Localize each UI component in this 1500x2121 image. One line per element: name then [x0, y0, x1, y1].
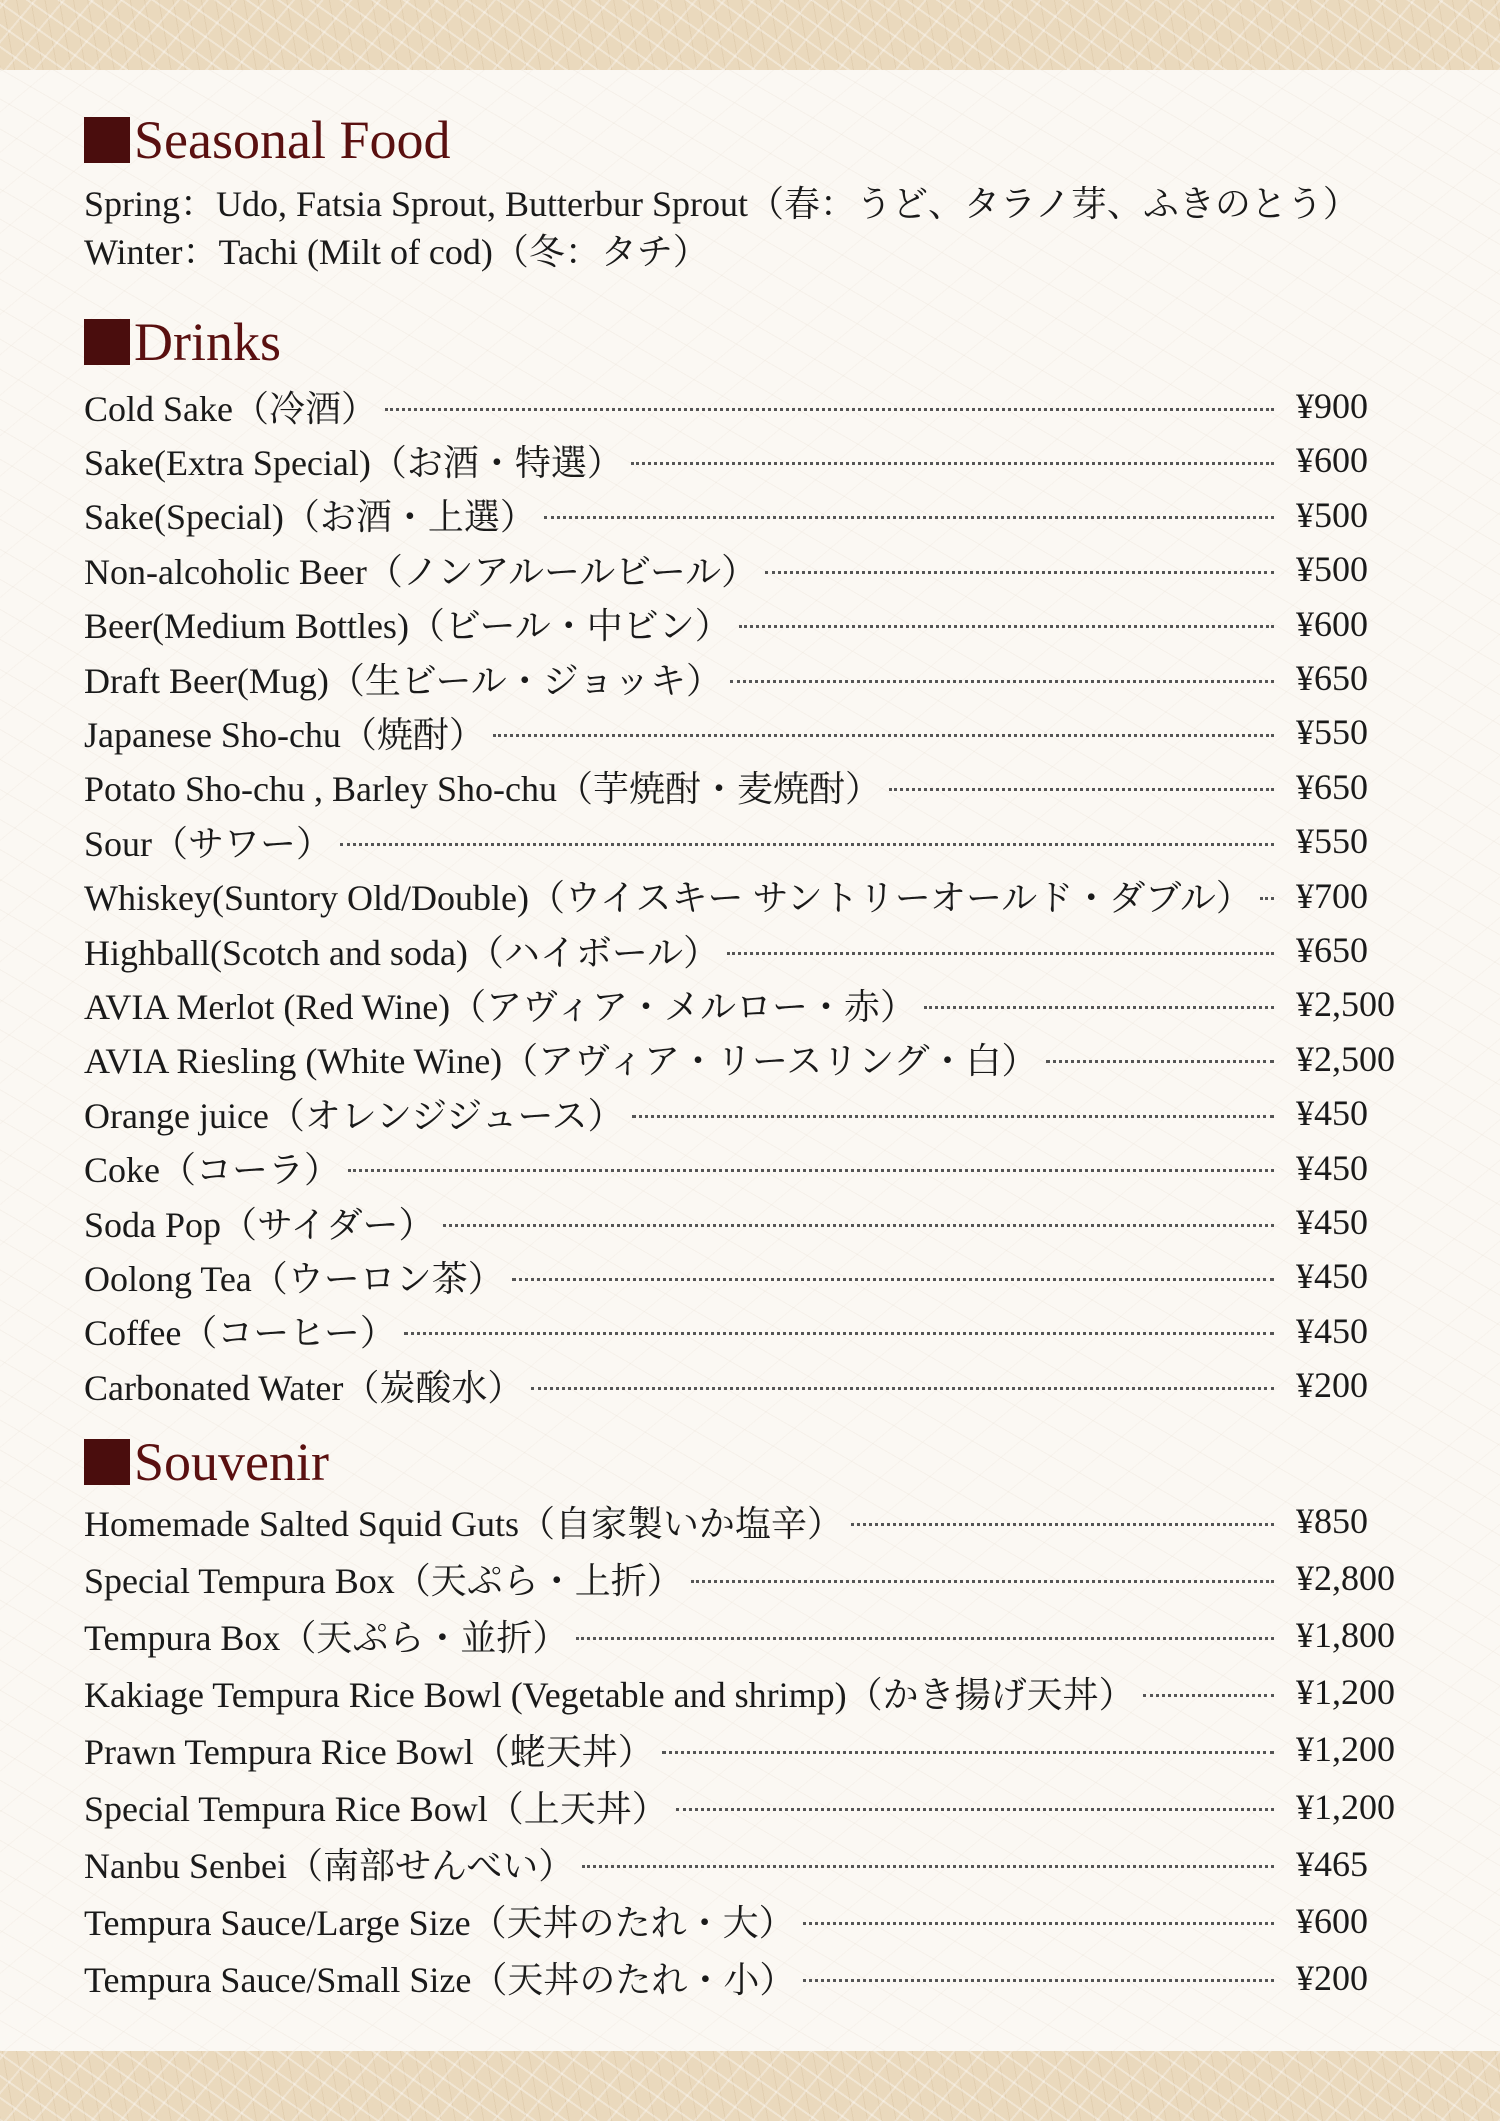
dot-leader	[1143, 1694, 1274, 1697]
menu-item-name: Tempura Box（天ぷら・並折）	[84, 1617, 569, 1658]
menu-item-name: Sake(Special)（お酒・上選）	[84, 497, 536, 538]
menu-item-row	[84, 652, 1424, 704]
menu-item-price: ¥850	[1296, 1501, 1368, 1541]
menu-item-row	[84, 489, 1424, 541]
dot-leader	[1046, 1060, 1275, 1063]
seasonal-food-heading-text: Seasonal Food	[134, 110, 451, 170]
dot-leader	[730, 680, 1274, 683]
menu-item-name: AVIA Merlot (Red Wine)（アヴィア・メルロー・赤）	[84, 986, 917, 1027]
menu-item-name: Coke（コーラ）	[84, 1150, 340, 1191]
menu-item-name: Orange juice（オレンジジュース）	[84, 1095, 624, 1136]
menu-item-name: Prawn Tempura Rice Bowl（蛯天丼）	[84, 1731, 654, 1772]
menu-item-price: ¥200	[1296, 1957, 1368, 1998]
seasonal-winter-line: Winter：Tachi (Milt of cod)（冬：タチ）	[84, 232, 709, 272]
menu-item-price: ¥450	[1296, 1202, 1368, 1242]
menu-item-name: Non-alcoholic Beer（ノンアルールビール）	[84, 551, 758, 592]
menu-item-name: AVIA Riesling (White Wine)（アヴィア・リースリング・白）	[84, 1041, 1038, 1082]
menu-item-row	[84, 978, 1424, 1030]
menu-item-price: ¥900	[1296, 386, 1368, 426]
dot-leader	[851, 1523, 1274, 1526]
menu-item-row	[84, 598, 1424, 650]
menu-item-row	[84, 1838, 1424, 1890]
menu-item-name: Special Tempura Rice Bowl（上天丼）	[84, 1789, 668, 1829]
menu-item-name: Sour（サワー）	[84, 823, 333, 864]
menu-item-row	[84, 1666, 1424, 1718]
menu-item-name: Special Tempura Box（天ぷら・上折）	[84, 1560, 683, 1601]
menu-item-price: ¥450	[1296, 1093, 1368, 1134]
dot-leader	[765, 571, 1274, 574]
dot-leader	[889, 788, 1274, 791]
menu-item-price: ¥465	[1296, 1843, 1368, 1884]
top-decorative-band	[0, 0, 1500, 70]
menu-item-price: ¥550	[1296, 821, 1368, 862]
menu-item-price: ¥450	[1296, 1310, 1368, 1351]
menu-item-price: ¥2,500	[1296, 1038, 1395, 1079]
dot-leader	[512, 1278, 1274, 1281]
menu-item-name: Whiskey(Suntory Old/Double)（ウイスキー サントリーオールド・ダブル）	[84, 878, 1252, 919]
menu-item-row	[84, 1033, 1424, 1085]
menu-item-row	[84, 434, 1424, 486]
menu-item-row	[84, 1087, 1424, 1139]
square-bullet-icon	[84, 1439, 130, 1485]
dot-leader	[739, 625, 1274, 628]
menu-item-row	[84, 1952, 1424, 2004]
souvenir-heading-text: Souvenir	[134, 1432, 329, 1492]
menu-item-price: ¥600	[1296, 603, 1368, 644]
square-bullet-icon	[84, 117, 130, 163]
dot-leader	[493, 734, 1274, 737]
menu-item-row	[84, 380, 1424, 432]
menu-item-row	[84, 706, 1424, 758]
dot-leader	[544, 516, 1274, 519]
menu-item-name: Carbonated Water（炭酸水）	[84, 1367, 524, 1408]
menu-item-price: ¥1,200	[1296, 1786, 1395, 1827]
bottom-decorative-band	[0, 2051, 1500, 2121]
menu-page	[0, 70, 1500, 2051]
dot-leader	[691, 1580, 1274, 1583]
menu-item-price: ¥600	[1296, 1900, 1368, 1941]
dot-leader	[676, 1808, 1274, 1811]
dot-leader	[803, 1979, 1274, 1982]
menu-item-row	[84, 1723, 1424, 1775]
menu-item-name: Tempura Sauce/Small Size（天丼のたれ・小）	[84, 1960, 796, 2001]
menu-item-price: ¥1,200	[1296, 1672, 1395, 1713]
square-bullet-icon	[84, 319, 130, 365]
menu-item-price: ¥1,200	[1296, 1729, 1395, 1770]
menu-item-row	[84, 1781, 1424, 1833]
seasonal-spring-line: Spring：Udo, Fatsia Sprout, Butterbur Sprout（春：うど、タラノ芽、ふきのとう）	[84, 184, 1359, 224]
menu-item-name: Kakiage Tempura Rice Bowl (Vegetable and shrimp)（かき揚げ天丼）	[84, 1674, 1135, 1715]
menu-item-row	[84, 1305, 1424, 1357]
menu-item-name: Oolong Tea（ウーロン茶）	[84, 1258, 504, 1299]
dot-leader	[404, 1332, 1274, 1335]
menu-item-row	[84, 1895, 1424, 1947]
menu-item-row	[84, 1142, 1424, 1194]
menu-item-price: ¥1,800	[1296, 1615, 1395, 1656]
seasonal-food-heading	[84, 110, 451, 170]
menu-item-price: ¥450	[1296, 1256, 1368, 1297]
dot-leader	[632, 1115, 1274, 1118]
dot-leader	[582, 1865, 1274, 1868]
dot-leader	[340, 843, 1274, 846]
menu-item-price: ¥2,500	[1296, 984, 1395, 1025]
menu-item-price: ¥650	[1296, 930, 1368, 970]
menu-item-name: Highball(Scotch and soda)（ハイボール）	[84, 932, 720, 973]
menu-item-price: ¥550	[1296, 712, 1368, 753]
souvenir-heading	[84, 1432, 329, 1492]
menu-item-row	[84, 1250, 1424, 1302]
menu-item-row	[84, 543, 1424, 595]
menu-item-name: Nanbu Senbei（南部せんべい）	[84, 1846, 575, 1887]
menu-item-price: ¥450	[1296, 1147, 1368, 1188]
menu-item-name: Beer(Medium Bottles)（ビール・中ビン）	[84, 606, 731, 647]
menu-item-name: Sake(Extra Special)（お酒・特選）	[84, 442, 623, 483]
dot-leader	[803, 1922, 1274, 1925]
drinks-heading	[84, 312, 281, 372]
menu-item-price: ¥700	[1296, 875, 1368, 916]
dot-leader	[385, 408, 1274, 411]
dot-leader	[727, 952, 1274, 955]
menu-item-row	[84, 761, 1424, 813]
menu-item-row	[84, 1196, 1424, 1248]
menu-item-price: ¥2,800	[1296, 1558, 1395, 1599]
menu-item-row	[84, 1495, 1424, 1547]
dot-leader	[1260, 897, 1274, 900]
menu-item-price: ¥200	[1296, 1365, 1368, 1406]
menu-item-row	[84, 1359, 1424, 1411]
menu-item-name: Coffee（コーヒー）	[84, 1313, 396, 1354]
menu-item-price: ¥500	[1296, 494, 1368, 535]
menu-item-row	[84, 870, 1424, 922]
menu-item-price: ¥500	[1296, 549, 1368, 590]
drinks-heading-text: Drinks	[134, 312, 281, 372]
menu-item-row	[84, 924, 1424, 976]
menu-item-name: Homemade Salted Squid Guts（自家製いか塩辛）	[84, 1503, 843, 1544]
menu-item-name: Potato Sho-chu , Barley Sho-chu（芋焼酎・麦焼酎）	[84, 769, 881, 810]
menu-item-row	[84, 1552, 1424, 1604]
dot-leader	[576, 1637, 1274, 1640]
menu-item-price: ¥650	[1296, 658, 1368, 698]
dot-leader	[924, 1006, 1274, 1009]
menu-item-name: Draft Beer(Mug)（生ビール・ジョッキ）	[84, 660, 723, 701]
dot-leader	[348, 1169, 1274, 1172]
menu-item-name: Soda Pop（サイダー）	[84, 1204, 435, 1245]
menu-item-name: Cold Sake（冷酒）	[84, 388, 377, 429]
dot-leader	[443, 1224, 1274, 1227]
dot-leader	[662, 1751, 1274, 1754]
menu-item-price: ¥650	[1296, 766, 1368, 807]
menu-item-price: ¥600	[1296, 440, 1368, 481]
menu-item-name: Tempura Sauce/Large Size（天丼のたれ・大）	[84, 1903, 795, 1944]
dot-leader	[531, 1387, 1274, 1390]
dot-leader	[631, 462, 1274, 465]
menu-item-row	[84, 815, 1424, 867]
menu-item-name: Japanese Sho-chu（焼酎）	[84, 714, 485, 755]
menu-item-row	[84, 1609, 1424, 1661]
